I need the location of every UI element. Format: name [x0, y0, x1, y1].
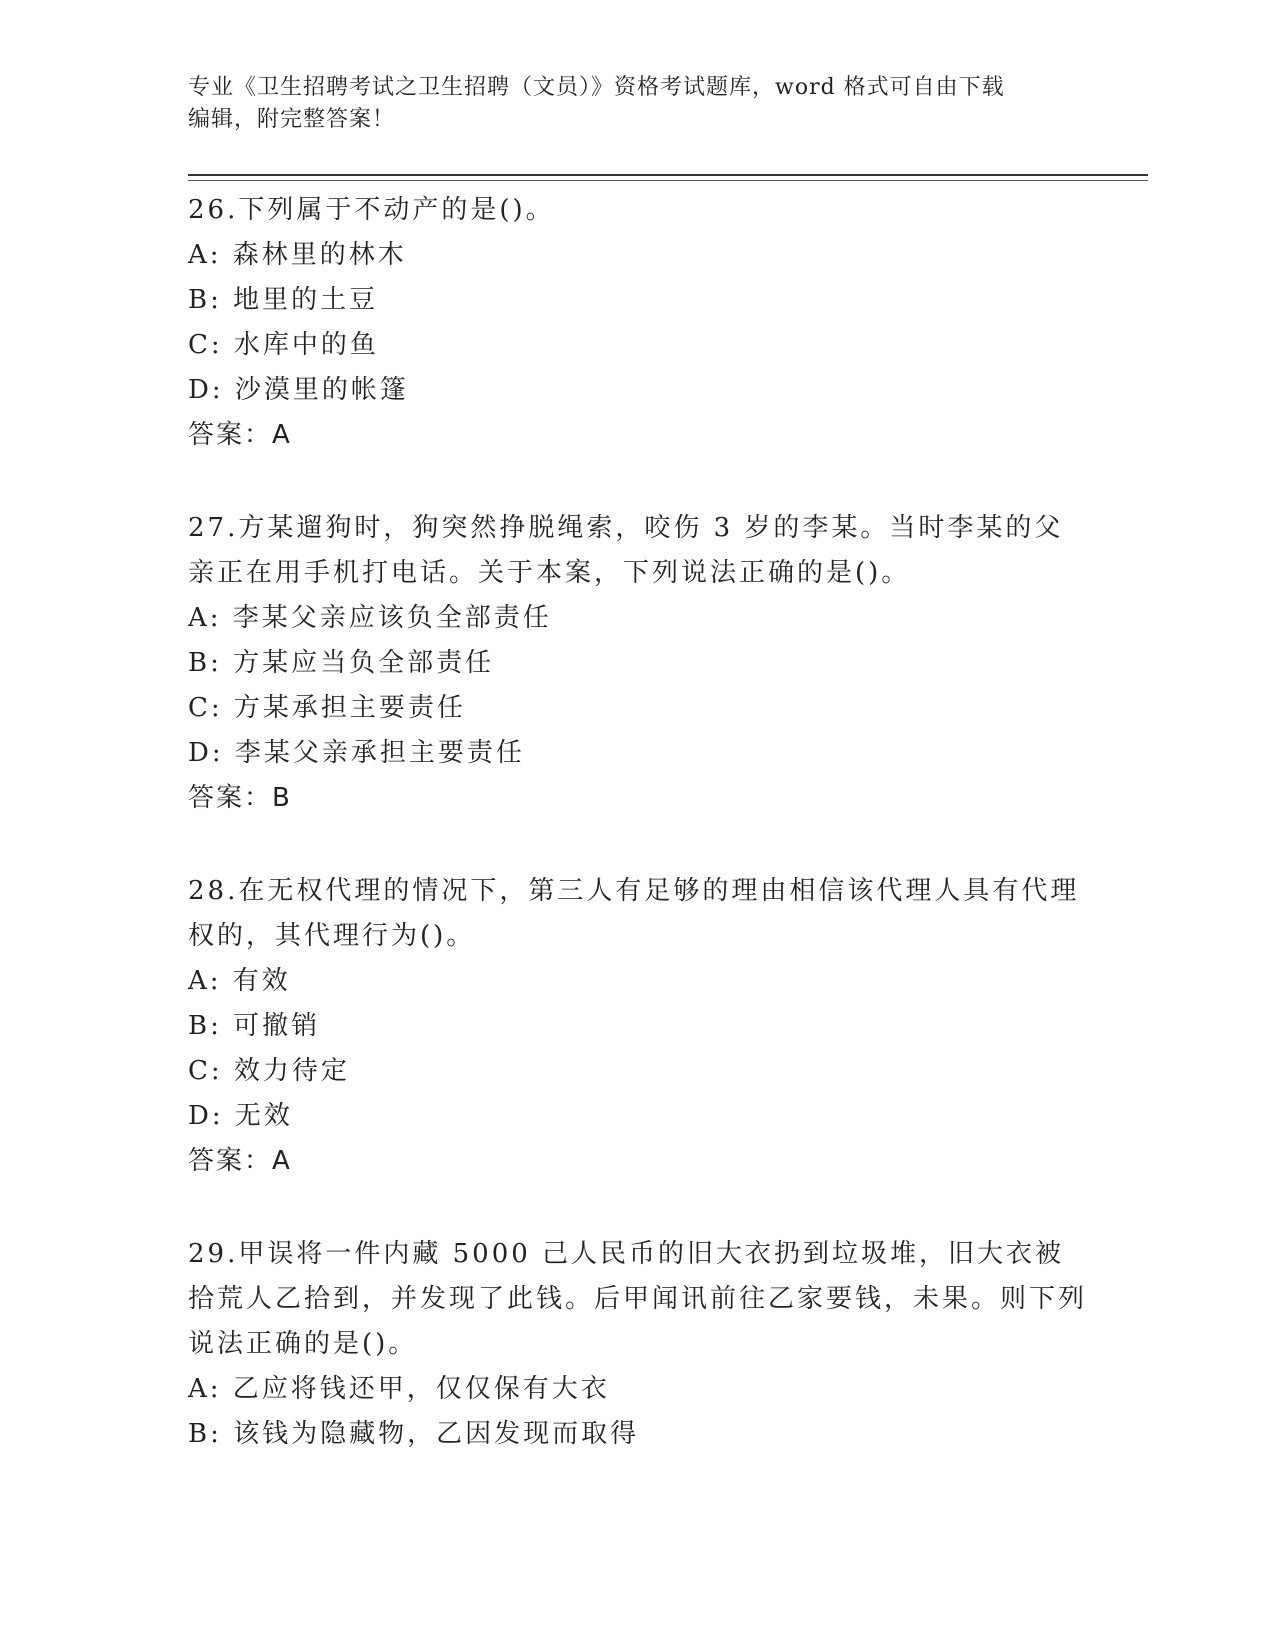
question-stem: 27.方某遛狗时，狗突然挣脱绳索，咬伤 3 岁的李某。当时李某的父亲正在用手机打电话。关于本案，下列说法正确的是()。: [188, 513, 1064, 588]
answer: 答案：B: [188, 783, 292, 813]
question-29: [188, 1232, 1088, 1457]
header-divider-thick: [188, 174, 1148, 176]
option-d: D: 无效: [188, 1101, 293, 1131]
question-stem: 28.在无权代理的情况下，第三人有足够的理由相信该代理人具有代理权的，其代理行为()。: [188, 876, 1080, 951]
question-stem: 26.下列属于不动产的是()。: [188, 195, 555, 225]
option-a: A: 森林里的林木: [188, 240, 407, 270]
option-d: D: 李某父亲承担主要责任: [188, 738, 525, 768]
question-26: [188, 188, 1088, 458]
answer: 答案：A: [188, 1146, 292, 1176]
option-c: C: 水库中的鱼: [188, 330, 379, 360]
header-line-1: 专业《卫生招聘考试之卫生招聘（文员）》资格考试题库，word 格式可自由下载: [188, 75, 1005, 100]
option-a: A: 有效: [188, 966, 291, 996]
option-d: D: 沙漠里的帐篷: [188, 375, 409, 405]
option-b: B: 该钱为隐藏物，乙因发现而取得: [188, 1419, 640, 1449]
question-27: [188, 506, 1088, 821]
question-stem: 29.甲误将一件内藏 5000 己人民币的旧大衣扔到垃圾堆，旧大衣被拾荒人乙拾到，并发现了此钱。后甲闻讯前往乙家要钱，未果。则下列说法正确的是()。: [188, 1239, 1088, 1359]
option-c: C: 效力待定: [188, 1056, 350, 1086]
option-b: B: 可撤销: [188, 1011, 321, 1041]
answer: 答案：A: [188, 420, 292, 450]
option-b: B: 地里的土豆: [188, 285, 379, 315]
option-c: C: 方某承担主要责任: [188, 693, 466, 723]
question-list: [188, 188, 1088, 1505]
header-divider-thin: [188, 180, 1148, 181]
document-header: [188, 72, 1068, 136]
header-line-2: 编辑，附完整答案！: [188, 107, 396, 132]
option-b: B: 方某应当负全部责任: [188, 648, 495, 678]
option-a: A: 李某父亲应该负全部责任: [188, 603, 552, 633]
option-a: A: 乙应将钱还甲，仅仅保有大衣: [188, 1374, 610, 1404]
question-28: [188, 869, 1088, 1184]
